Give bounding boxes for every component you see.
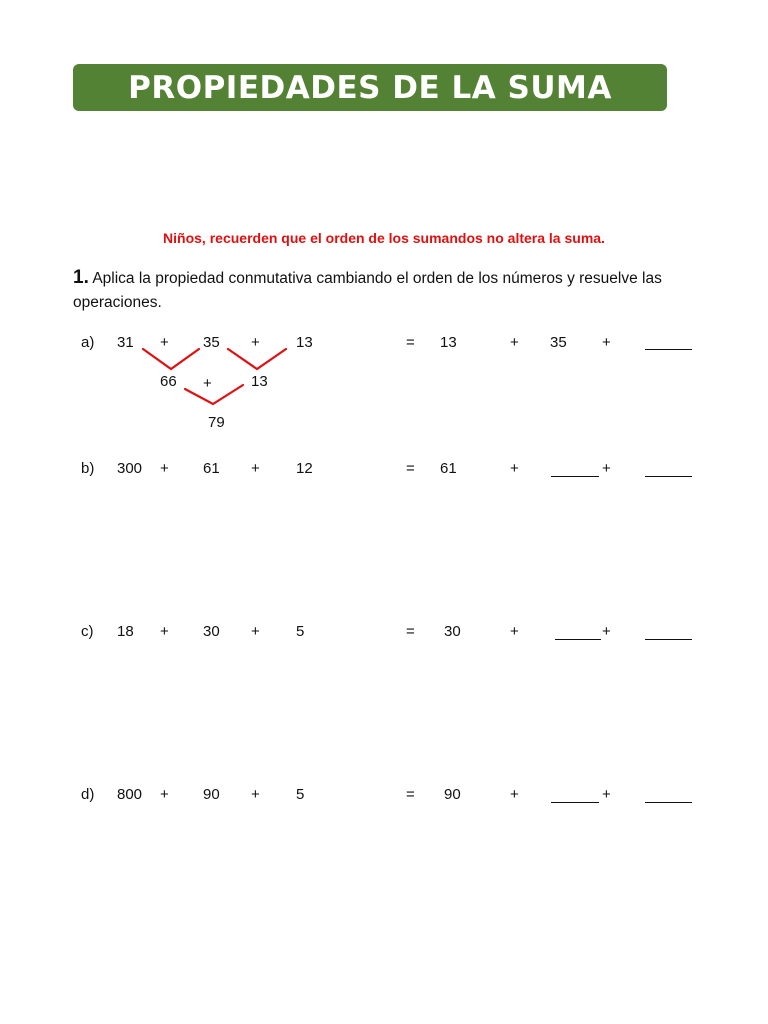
page-title: PROPIEDADES DE LA SUMA: [128, 69, 612, 106]
exercise-d-answer-term-1: 90: [444, 786, 461, 803]
exercise-c-term-2: 30: [203, 623, 220, 640]
exercise-c-answer-plus-1: +: [510, 623, 519, 640]
exercise-d-blank-2[interactable]: [645, 802, 692, 803]
exercise-a-answer-plus-2: +: [602, 334, 611, 351]
exercise-b-plus-1: +: [160, 460, 169, 477]
exercise-c-blank-2[interactable]: [645, 639, 692, 640]
exercise-a-partial-sum: 66: [160, 373, 177, 390]
exercise-b-plus-2: +: [251, 460, 260, 477]
exercise-a-result: 79: [208, 414, 225, 431]
exercise-b-blank-1[interactable]: [551, 476, 599, 477]
instruction-number: 1.: [73, 267, 89, 288]
exercise-b-term-3: 12: [296, 460, 313, 477]
exercise-a-answer-plus-1: +: [510, 334, 519, 351]
exercise-c-equals: =: [406, 623, 415, 640]
exercise-a-answer-term-2: 35: [550, 334, 567, 351]
exercise-b-term-1: 300: [117, 460, 143, 477]
exercise-c-plus-1: +: [160, 623, 169, 640]
exercise-b-label: b): [81, 460, 95, 477]
exercise-b-term-2: 61: [203, 460, 220, 477]
exercise-a-partial-term: 13: [251, 373, 268, 390]
exercise-a-term-2: 35: [203, 334, 220, 351]
exercise-d-answer-plus-1: +: [510, 786, 519, 803]
instruction-text: Aplica la propiedad conmutativa cambiando el orden de los números y resuelve las operaciones.: [73, 270, 662, 311]
exercise-a-term-1: 31: [117, 334, 134, 351]
exercise-b-equals: =: [406, 460, 415, 477]
exercise-d-label: d): [81, 786, 95, 803]
exercise-a-plus-2: +: [251, 334, 260, 351]
exercise-d-plus-2: +: [251, 786, 260, 803]
exercise-d-term-2: 90: [203, 786, 220, 803]
exercise-a-plus-1: +: [160, 334, 169, 351]
reminder-note: Niños, recuerden que el orden de los sumandos no altera la suma.: [163, 230, 605, 246]
group-line-66-13: [185, 385, 243, 404]
exercise-c-answer-plus-2: +: [602, 623, 611, 640]
exercise-d-plus-1: +: [160, 786, 169, 803]
exercise-a-term-3: 13: [296, 334, 313, 351]
group-line-31-35: [143, 349, 199, 369]
exercise-a-equals: =: [406, 334, 415, 351]
exercise-c-term-1: 18: [117, 623, 134, 640]
exercise-b-answer-term-1: 61: [440, 460, 457, 477]
exercise-d-blank-1[interactable]: [551, 802, 599, 803]
exercise-c-blank-1[interactable]: [555, 639, 601, 640]
exercise-c-answer-term-1: 30: [444, 623, 461, 640]
exercise-c-plus-2: +: [251, 623, 260, 640]
exercise-d-equals: =: [406, 786, 415, 803]
exercise-d-term-1: 800: [117, 786, 143, 803]
exercise-d-answer-plus-2: +: [602, 786, 611, 803]
exercise-a-partial-plus: +: [203, 375, 212, 392]
exercise-d-term-3: 5: [296, 786, 305, 803]
exercise-b-answer-plus-1: +: [510, 460, 519, 477]
exercise-b-blank-2[interactable]: [645, 476, 692, 477]
group-line-35-13: [228, 349, 286, 369]
exercise-c-term-3: 5: [296, 623, 305, 640]
exercise-c-label: c): [81, 623, 94, 640]
exercise-a-answer-term-1: 13: [440, 334, 457, 351]
exercise-a-label: a): [81, 334, 95, 351]
exercise-b-answer-plus-2: +: [602, 460, 611, 477]
